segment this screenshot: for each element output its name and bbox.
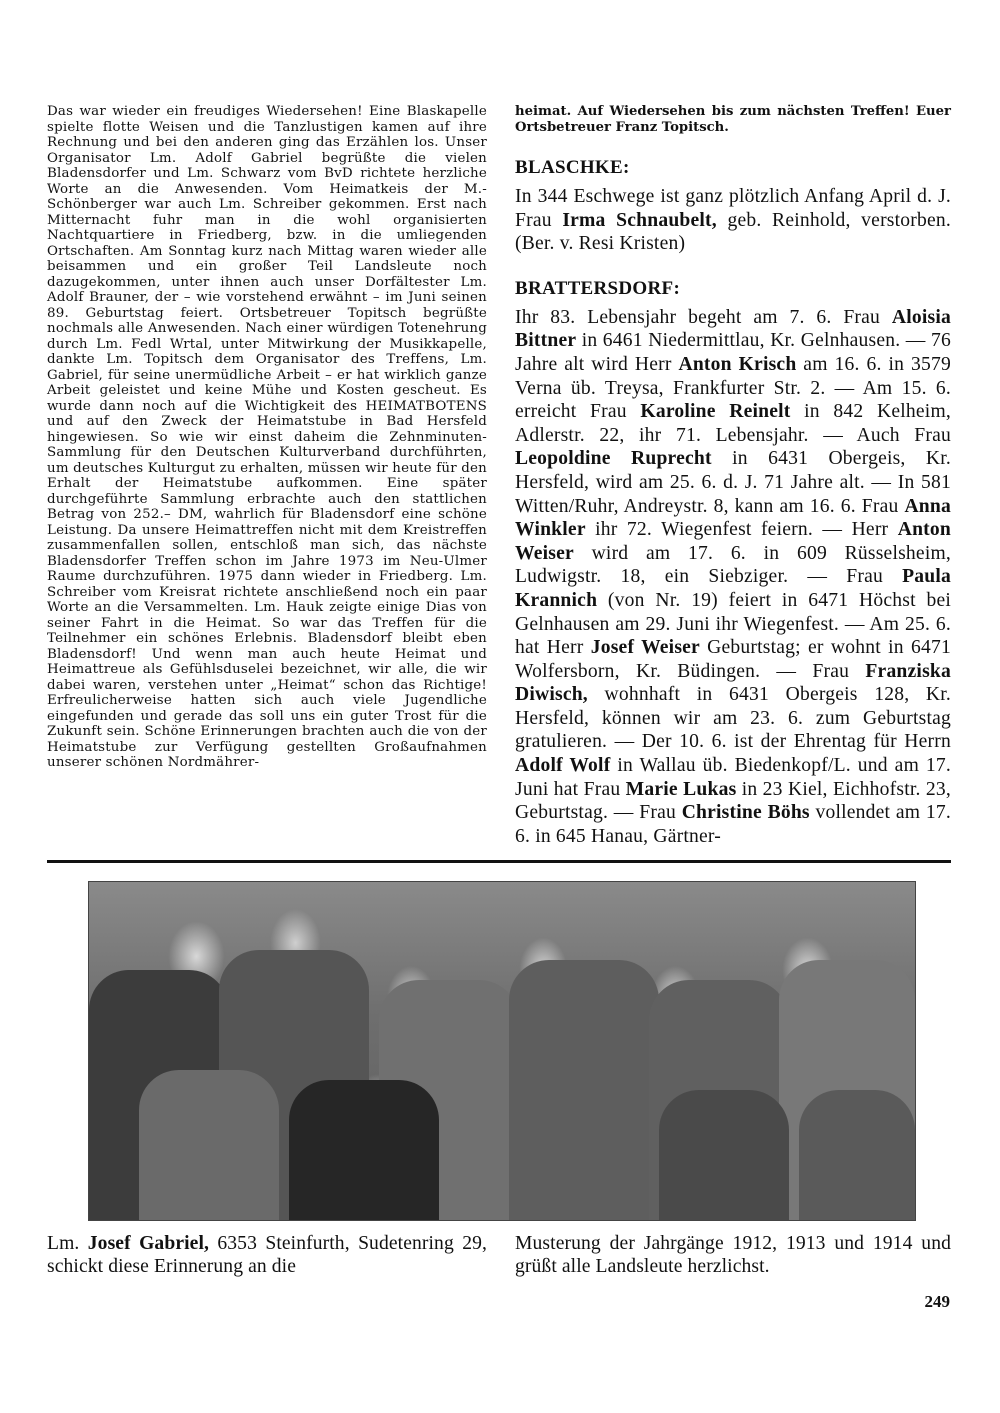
photo-person (139, 1070, 279, 1220)
person-name: Anton Krisch (678, 353, 797, 375)
person-name: Anton Weiser (515, 519, 951, 564)
person-name: Leopoldine Ruprecht (515, 448, 712, 470)
page-number: 249 (924, 1292, 950, 1311)
section-body-brattersdorf (515, 306, 951, 849)
person-name: Anna Winkler (515, 495, 951, 541)
photo-person (659, 1090, 789, 1220)
caption-name: Josef Gabriel, (87, 1233, 210, 1254)
photo-caption-left (47, 1232, 487, 1278)
photo-person (799, 1090, 915, 1220)
entry-text: Ihr 83. Lebensjahr begeht am 7. 6. Frau (515, 306, 892, 328)
entry-text: in 6431 Obergeis, Kr. Hersfeld, wird am 25. 6. d. J. 71 Jahre alt. — In 581 Witten/Ruhr, Andreystr. 8, kann am 16. 6. Frau (515, 448, 951, 517)
person-name: Christine Böhs (681, 802, 810, 824)
horizontal-rule (47, 860, 951, 863)
section-heading-blaschke: BLASCHKE: (515, 157, 630, 178)
entry-text: ihr 72. Wiegenfest feiern. — Herr (585, 519, 898, 541)
person-name: Aloisia Bittner (515, 306, 951, 352)
entry-text: wird am 17. 6. in 609 Rüsselsheim, Ludwigstr. 18, ein Siebziger. — Frau (515, 542, 951, 588)
person-name: Franziska Diwisch, (515, 660, 951, 706)
entry-text: geb. Reinhold, verstorben. (Ber. v. Resi Kristen) (515, 209, 951, 255)
person-name: Paula Krannich (515, 566, 951, 611)
entry-text: in Wallau üb. Biedenkopf/L. und am 17. Juni hat Frau (515, 755, 952, 800)
person-name: Marie Lukas (625, 778, 737, 800)
section-heading-brattersdorf: BRATTERSDORF: (515, 277, 681, 299)
entry-text: Geburtstag; er wohnt in 6471 Wolfersborn, Kr. Büdingen. — Frau (515, 637, 952, 682)
person-name: Josef Weiser (590, 637, 700, 659)
caption-text: 6353 Steinfurth, Sudetenring 29, schickt diese Erinnerung an die (47, 1233, 488, 1277)
entry-text: in 23 Kiel, Eichhofstr. 23, Geburtstag. — Frau (515, 778, 951, 824)
left-column (47, 104, 487, 771)
entry-text: in 842 Kelheim, Adlerstr. 22, ihr 71. Lebensjahr. — Auch Frau (515, 401, 951, 446)
caption-text-right: Musterung der Jahrgänge 1912, 1913 und 1914 und grüßt alle Landsleute herzlichst. (515, 1233, 951, 1277)
person-name: Karoline Reinelt (640, 401, 791, 423)
entry-text: in 6461 Niedermittlau, Kr. Gelnhausen. — 76 Jahre alt wird Herr (515, 330, 951, 375)
article-continuation: heimat. Auf Wiedersehen bis zum nächsten Treffen! Euer Ortsbetreuer Franz Topitsch. (515, 104, 951, 135)
entry-text: am 16. 6. in 3579 Verna üb. Treysa, Frankfurter Str. 2. — Am 15. 6. erreicht Frau (515, 353, 951, 423)
section-body-blaschke (515, 185, 951, 256)
entry-text: wohnhaft in 6431 Obergeis 128, Kr. Hersfeld, können wir am 23. 6. zum Geburtstag gratulieren. — Der 10. 6. ist der Ehrentag für Herrn (515, 684, 951, 753)
entry-text: (von Nr. 19) feiert in 6471 Höchst bei Gelnhausen am 29. Juni ihr Wiegenfest. — Am 25. 6. hat Herr (515, 589, 951, 659)
photo-person (509, 960, 659, 1220)
article-paragraph: Das war wieder ein freudiges Wiedersehen! Eine Blaskapelle spielte flotte Weisen und die Tanzlustigen kamen auf ihre Rechnung und bei den anderen ging das Erzählen los. Unser Organisator Lm. Adolf Gabriel begrüßte die vielen Bladensdorfer und Lm. Schwarz vom BvD richtete herzliche Worte an die Anwesenden. Vom Heimatkeis der M.-Schönberger war auch Lm. Schreiber gekommen. Erst nach Mitternacht fuhr man in die wohl organisierten Nachtquartiere in Friedberg, bzw. in die umliegenden Ortschaften. Am Sonntag kurz nach Mittag waren wieder alle beisammen und ein großer Teil Landsleute noch dazugekommen, unter ihnen auch unser Dorfältester Lm. Adolf Brauner, der – wie vorstehend erwähnt – im Juni seinen 89. Geburtstag feiert. Ortsbetreuer Topitsch begrüßte nochmals alle Anwesenden. Nach einer würdigen Totenehrung durch Lm. Fedl Wrtal, unter Mitwirkung der Musikkapelle, dankte Lm. Topitsch dem Organisator des Treffens, Lm. Gabriel, für seine unermüdliche Arbeit – er hat wirklich ganze Arbeit geleistet und keine Mühe und Kosten gescheut. Es wurde dann noch auf die Wichtigkeit des HEIMATBOTENS und auf den Zweck der Heimatstube in Bad Hersfeld hingewiesen. So wie wir einst daheim die Zehnminuten-Sammlung für den Deutschen Kulturverband durchführten, um deutsches Kulturgut zu erhalten, müssen wir heute für den Erhalt der Heimatstube aufkommen. Eine später durchgeführte Sammlung erbrachte auch den stattlichen Betrag von 252.– DM, wahrlich für Bladensdorf eine schöne Leistung. Da unsere Heimattreffen nicht mit dem Kreistreffen zusammenfallen sollen, entschloß man sich, das nächste Bladensdorfer Treffen schon im Jahre 1973 im Neu-Ulmer Raume durchzuführen. 1975 dann wieder in Friedberg. Lm. Schreiber vom Kreisrat richtete anschließend noch ein paar Worte an die Versammelten. Lm. Hauk zeigte einige Dias von seiner Fahrt in die Heimat. So war das Treffen für die Teilnehmer ein schönes Erlebnis. Bladensdorf bleibt eben Bladensdorf! Und wenn man auch heute Heimat und Heimattreue als Gefühlsduselei bezeichnet, wir alle, die wir dabei waren, verstehen unter „Heimat“ schon das Richtige! Erfreulicherweise hatten sich auch viele Jugendliche eingefunden und gerade das soll uns ein guter Trost für die Zukunft sein. Schöne Erinnerungen brachten auch die von der Heimatstube zur Verfügung gestellten Großaufnahmen unserer schönen Nordmährer- (47, 104, 487, 770)
caption-prefix: Lm. (47, 1233, 88, 1254)
entry-text: vollendet am 17. 6. in 645 Hanau, Gärtner- (515, 802, 952, 847)
photo-caption-right (515, 1232, 951, 1278)
entry-text: In 344 Eschwege ist ganz plötzlich Anfang April d. J. Frau (515, 186, 951, 231)
person-name: Adolf Wolf (515, 755, 611, 777)
group-photograph (88, 881, 916, 1221)
person-name: Irma Schnaubelt, (562, 209, 717, 231)
right-column (515, 104, 951, 848)
photo-person (289, 1080, 439, 1220)
